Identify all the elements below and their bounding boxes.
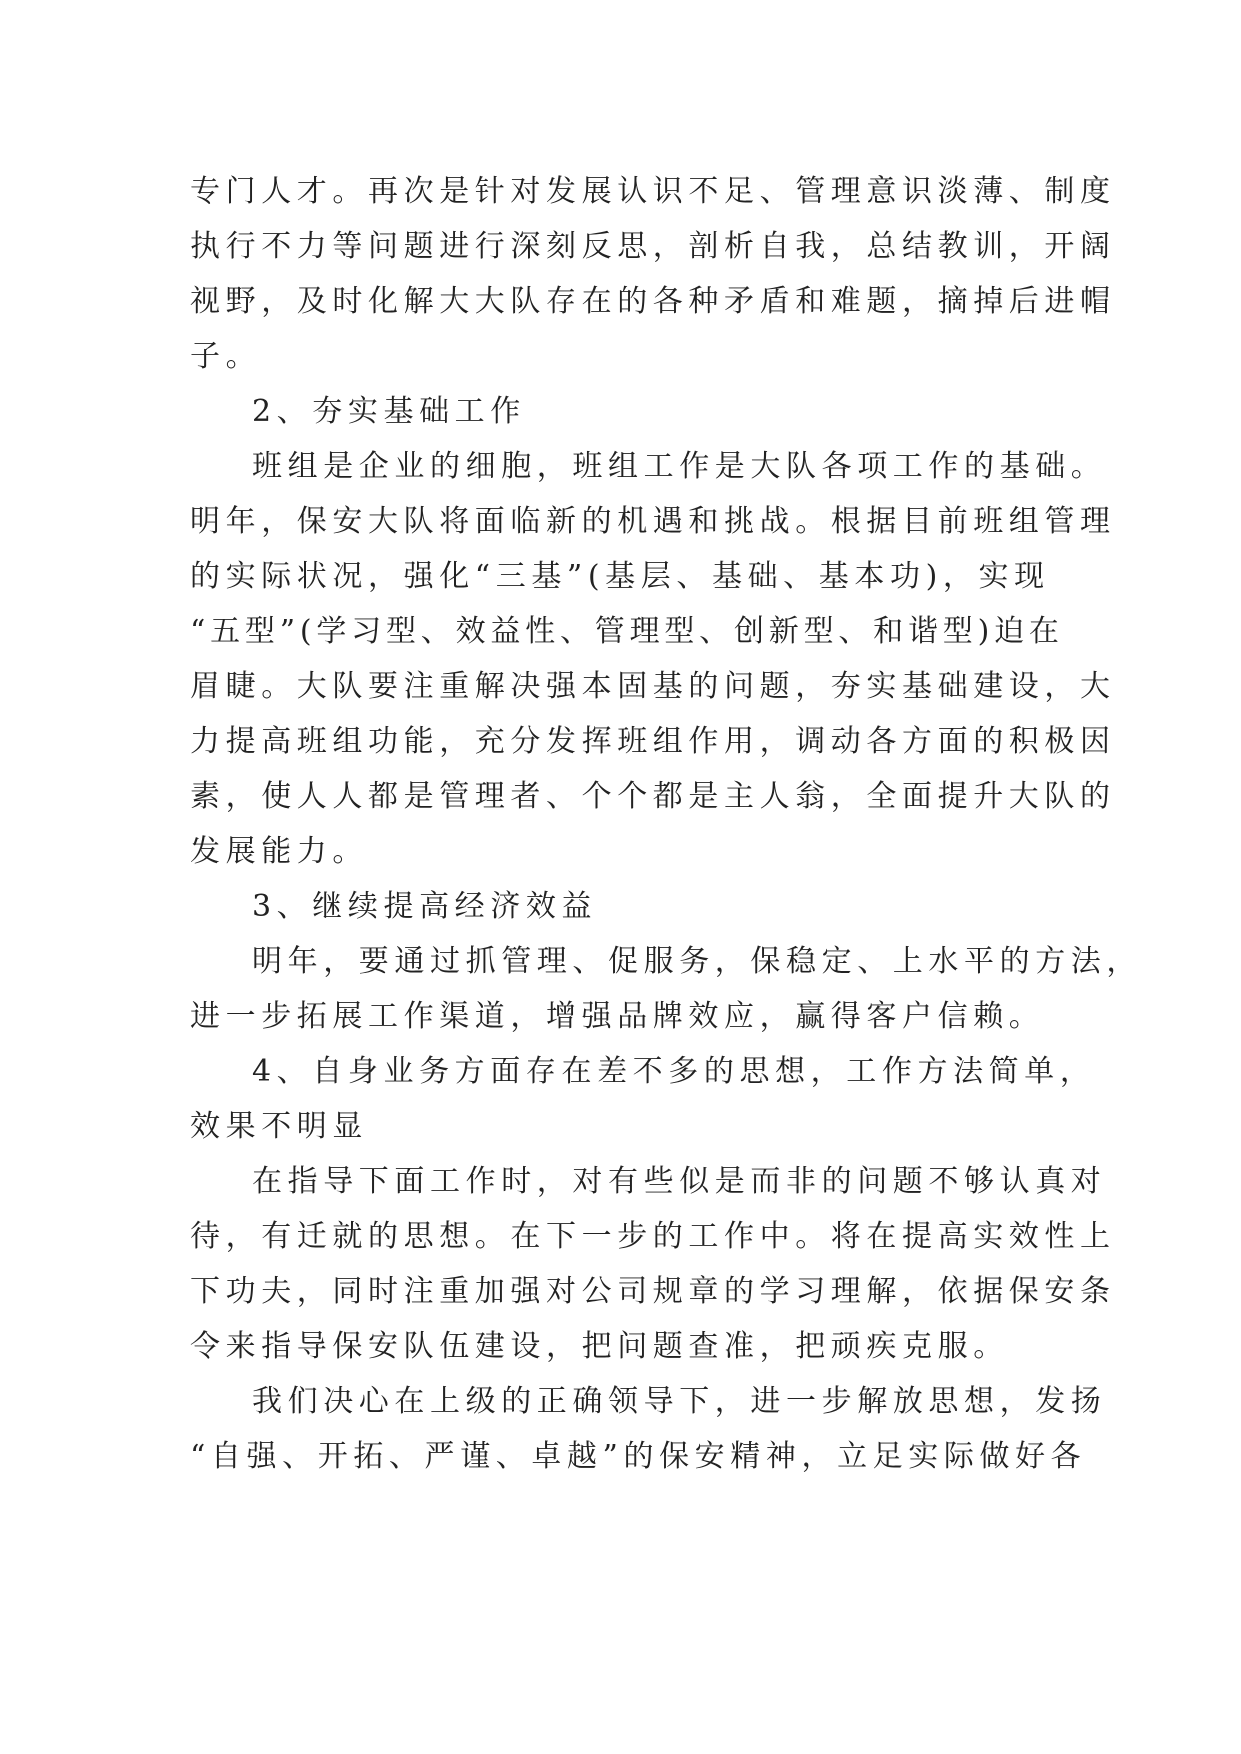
section-heading: 3、继续提高经济效益 <box>252 889 598 924</box>
text-line: 专门人才。再次是针对发展认识不足、管理意识淡薄、制度 <box>190 174 1116 209</box>
text-line: 的实际状况，强化“三基”(基层、基础、基本功)，实现 <box>190 559 1050 594</box>
section-heading: 2、夯实基础工作 <box>252 394 526 429</box>
text-line: 班组是企业的细胞，班组工作是大队各项工作的基础。 <box>252 449 1107 484</box>
text-line: 眉睫。大队要注重解决强本固基的问题，夯实基础建设，大 <box>190 669 1116 704</box>
section-heading-continued: 效果不明显 <box>190 1109 368 1144</box>
text-line: 令来指导保安队伍建设，把问题查准，把顽疾克服。 <box>190 1329 1009 1364</box>
text-line: 待，有迁就的思想。在下一步的工作中。将在提高实效性上 <box>190 1219 1116 1254</box>
text-line: 素，使人人都是管理者、个个都是主人翁，全面提升大队的 <box>190 779 1116 814</box>
text-line: 执行不力等问题进行深刻反思，剖析自我，总结教训，开阔 <box>190 229 1116 264</box>
text-line: 力提高班组功能，充分发挥班组作用，调动各方面的积极因 <box>190 724 1116 759</box>
text-line: “自强、开拓、严谨、卓越”的保安精神，立足实际做好各 <box>190 1439 1087 1474</box>
text-line: 视野，及时化解大大队存在的各种矛盾和难题，摘掉后进帽 <box>190 284 1116 319</box>
text-line: 子。 <box>190 339 262 374</box>
text-line: 明年，要通过抓管理、促服务，保稳定、上水平的方法， <box>252 944 1142 979</box>
text-line: 明年，保安大队将面临新的机遇和挑战。根据目前班组管理 <box>190 504 1116 539</box>
text-line: 在指导下面工作时，对有些似是而非的问题不够认真对 <box>252 1164 1107 1199</box>
section-heading: 4、自身业务方面存在差不多的思想，工作方法简单， <box>252 1054 1096 1089</box>
text-line: 进一步拓展工作渠道，增强品牌效应，赢得客户信赖。 <box>190 999 1045 1034</box>
text-line: 下功夫，同时注重加强对公司规章的学习理解，依据保安条 <box>190 1274 1116 1309</box>
text-line: 发展能力。 <box>190 834 368 869</box>
text-line: “五型”(学习型、效益性、管理型、创新型、和谐型)迫在 <box>190 614 1064 649</box>
text-line: 我们决心在上级的正确领导下，进一步解放思想，发扬 <box>252 1384 1107 1419</box>
